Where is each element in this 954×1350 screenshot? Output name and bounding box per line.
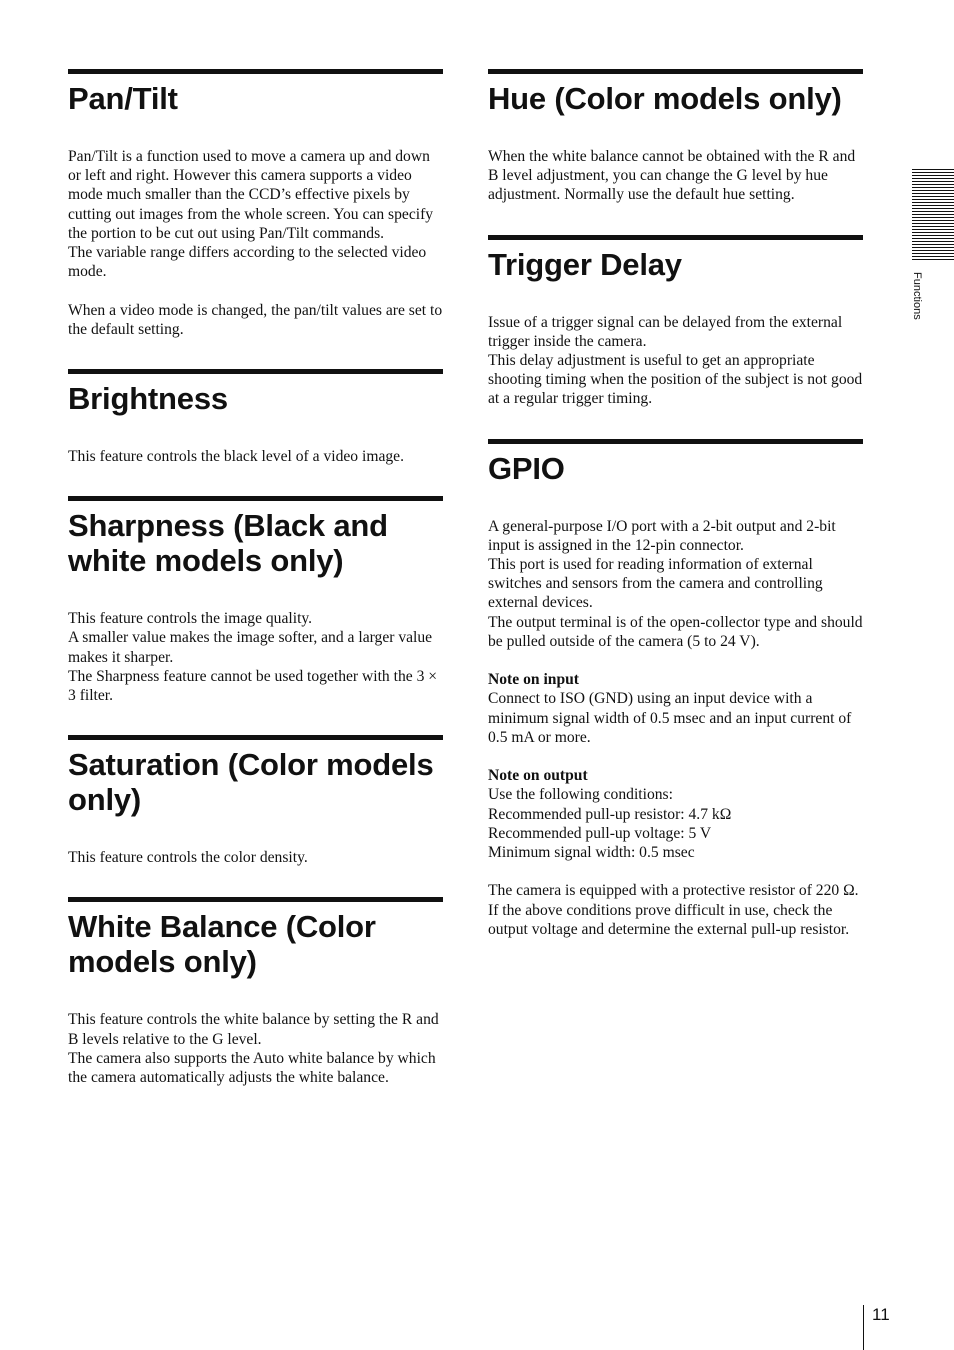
paragraph: Issue of a trigger signal can be delayed from the external trigger inside the camera. [488,313,843,350]
right-column [488,69,863,969]
section-brightness [68,369,443,466]
paragraph: This port is used for reading information of external switches and sensors from the camera and controlling external devices. [488,556,823,612]
paragraph: This feature controls the black level of a video image. [68,448,405,466]
section-heading: White Balance (Color models only) [68,909,376,980]
paragraph: Pan/Tilt is a function used to move a camera up and down or left and right. However this camera supports a video mode much smaller than the CCD’s effective pixels by cutting out images from the whole screen. You can specify the portion to be cut out using Pan/Tilt commands. [68,148,434,242]
note-output-heading: Note on output [488,767,588,785]
paragraph: When the white balance cannot be obtained with the R and B level adjustment, you can change the G level by hue adjustment. Normally use the default hue setting. [488,148,856,204]
section-white-balance [68,897,443,1087]
section-heading: GPIO [488,450,565,486]
left-column [68,69,443,1117]
condition-line: Recommended pull-up voltage: 5 V [488,824,712,842]
paragraph: The output terminal is of the open-collector type and should be pulled outside of the camera (5 to 24 V). [488,613,863,650]
note-input-heading: Note on input [488,671,579,689]
section-sharpness [68,496,443,705]
chapter-tab-label [908,272,924,332]
page-number: 11 [872,1305,890,1324]
section-heading: Trigger Delay [488,246,682,282]
paragraph: This feature controls the white balance by setting the R and B levels relative to the G level. [68,1011,439,1048]
paragraph: A smaller value makes the image softer, and a larger value makes it sharper. [68,629,433,666]
paragraph: Connect to ISO (GND) using an input device with a minimum signal width of 0.5 msec and an input current of 0.5 mA or more. [488,690,852,746]
section-heading: Sharpness (Black and white models only) [68,508,388,579]
section-heading: Pan/Tilt [68,81,178,116]
paragraph: When a video mode is changed, the pan/tilt values are set to the default setting. [68,301,443,338]
paragraph: The camera is equipped with a protective resistor of 220 Ω. If the above conditions prove difficult in use, check the output voltage and determine the external pull-up resistor. [488,882,859,938]
section-trigger-delay [488,235,863,409]
paragraph: This feature controls the color density. [68,849,308,867]
condition-line: Use the following conditions: [488,786,673,804]
paragraph: The camera also supports the Auto white balance by which the camera automatically adjusts the white balance. [68,1049,436,1087]
paragraph: This delay adjustment is useful to get an appropriate shooting timing when the position of the subject is not good at a regular trigger timing. [488,352,863,408]
paragraph: The variable range differs according to the selected video mode. [68,244,427,281]
section-gpio [488,439,863,939]
condition-line: Recommended pull-up resistor: 4.7 kΩ [488,805,732,823]
paragraph: The Sharpness feature cannot be used together with the 3 × 3 filter. [68,667,438,705]
section-saturation [68,735,443,867]
section-heading: Brightness [68,381,228,417]
paragraph: A general-purpose I/O port with a 2-bit output and 2-bit input is assigned in the 12-pin connector. [488,517,836,554]
section-heading: Saturation (Color models only) [68,747,434,818]
page-number-divider [863,1305,864,1350]
paragraph: This feature controls the image quality. [68,610,313,628]
section-heading: Hue (Color models only) [488,81,842,116]
section-hue [488,69,863,205]
condition-line: Minimum signal width: 0.5 msec [488,844,695,862]
chapter-tab-text: Functions [911,272,923,320]
chapter-tab-stripes [912,169,954,260]
section-pan-tilt [68,69,443,339]
